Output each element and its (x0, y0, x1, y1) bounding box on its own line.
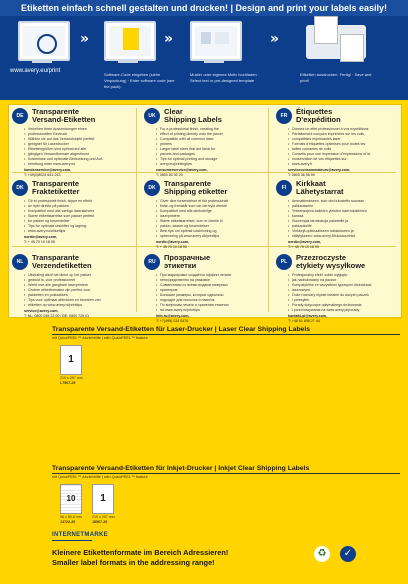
feature-item: • Werkt met alle gangbare laserprinters (24, 283, 136, 288)
feature-item: • Kompatibel med alle almindelige (156, 209, 268, 214)
feature-item: • pakkauksille (288, 224, 400, 229)
feature-item: • printers (156, 142, 268, 147)
block-title-line: Прозрачные (164, 253, 211, 262)
contact-email: service@avery.com, (24, 309, 59, 313)
feature-item: • effect of printing directly onto the parcel (156, 132, 268, 137)
country-badge: FI (276, 180, 292, 196)
paper-icon (314, 16, 338, 44)
block-title-line: Verzendetiketten (32, 261, 92, 270)
feature-item: • Большие размеры, которые идеально (156, 293, 268, 298)
block-title (296, 108, 400, 124)
feature-item: • gedrukt is, voor professioneel (24, 278, 136, 283)
feature-item: • Etikettengrößen sind optimal auf alle (24, 147, 136, 152)
block-title-line: Lähetystarrat (296, 187, 344, 196)
feature-list (156, 127, 268, 167)
feature-item: • parcels and packages (156, 152, 268, 157)
divider (52, 334, 400, 335)
feature-list (156, 199, 268, 239)
feature-item: • pakketten en postzakken (24, 293, 136, 298)
laser-product-title: Transparente Versand-Etiketten für Laser-Drucker | Laser Clear Shipping Labels (52, 326, 311, 333)
feature-item: • Duże rozmiary etykiet idealne do dużych paczek (288, 293, 400, 298)
feature-item: • на www.avery.ru/printtips (156, 308, 268, 313)
laser-code: L7567-25 (60, 381, 76, 385)
feature-item: • tailles courantes de colis (288, 147, 400, 152)
monitor-step-2 (104, 21, 156, 61)
feature-item: • kanssa (288, 214, 400, 219)
block-title-line: Fraktetiketter (32, 187, 80, 196)
paper-icon (340, 34, 364, 62)
block-title (32, 108, 136, 124)
inkjet-code: J8567-25 (92, 520, 108, 524)
feature-list (288, 199, 400, 239)
feature-item: • i przechowywania na www.avery.pl/porady (288, 308, 400, 313)
country-badge: DE (12, 108, 28, 124)
monitor-stand (204, 60, 224, 63)
contact-phone: T: + 45 70 10 18 90 (156, 245, 187, 249)
block-title (164, 254, 268, 270)
feature-item: • Formats d'étiquettes optimisés pour toutes les (288, 142, 400, 147)
contact-email: kundenservice@avery.com, (24, 168, 72, 172)
block-title (32, 254, 136, 270)
feature-list (24, 273, 136, 308)
block-title (164, 180, 268, 196)
arrow-icon: » (80, 31, 90, 47)
country-badge: UK (144, 108, 160, 124)
laser-label-count: 1 (68, 354, 74, 365)
internetmarke-logo: INTERNETMARKE (52, 532, 108, 538)
feature-item: • gängigen Versandformate abgestimmt (24, 152, 136, 157)
feature-item: • Kompatibel med alle vanlige laserskrivere (24, 209, 136, 214)
step-2-caption: Software-Code eingeben (siehe Verpackung) · Enter software code (see the pack). (104, 72, 175, 89)
step-url: www.avery.eu/print (10, 68, 61, 74)
feature-item: • i przesyłek (288, 298, 400, 303)
feature-item: • Grotere etiketformaten zijn perfect voor (24, 288, 136, 293)
feature-item: • Yhteensopiva kaikkien yleisten lasertulostimien (288, 209, 400, 214)
feature-item: • По вопросам печати и хранения этикеток (156, 303, 268, 308)
country-badge: RU (144, 254, 160, 270)
block-title-line: Versand-Etiketten (32, 115, 96, 124)
inkjet-product-title: Transparente Versand-Etiketten für Inkjet-Drucker | Inkjet Clear Shipping Labels (52, 465, 310, 472)
step-3-caption: Muster oder eigenes Motiv hochladen · Select text or pre-designed template (190, 72, 260, 83)
step-4-caption: Etiketten ausdrucken. Fertig! · Save and print! (300, 72, 372, 83)
feature-item: • jak nadrukowany na paczce (288, 278, 400, 283)
feature-list (288, 127, 400, 167)
block-title (296, 180, 400, 196)
feature-item: • Vinkkejä optimaaliseen tulostukseen ja (288, 229, 400, 234)
feature-item: • Kompatybilne ze wszystkimi typowymi drukarkami (288, 283, 400, 288)
recycle-icon: ♻ (314, 546, 330, 562)
divider (52, 473, 400, 474)
feature-item: • Suurempia tarrakokoja paketeille ja (288, 219, 400, 224)
feature-item: • Større etikettstørrelse som passer perfekt (24, 214, 136, 219)
feature-item: • Større etiketstørrelser, som er ideelle til (156, 219, 268, 224)
block-title-line: Kirkkaat (296, 179, 326, 188)
divider (268, 108, 269, 312)
contact-email: consumerservice@avery.com, (156, 168, 208, 172)
contact-email: nordic@avery.com, (156, 240, 189, 244)
feature-item: • Совместимы со всеми видами лазерных (156, 283, 268, 288)
banner-title: Etiketten einfach schnell gestalten und drucken! | Design and print your labels easily! (0, 0, 408, 16)
block-title-line: etykiety wysyłkowe (296, 261, 366, 270)
inkjet-product-subtitle: mit QuickPEEL™ Abziehhilfe | with QuickPEEL™ feature (52, 475, 148, 479)
feature-item: • professionellen Eindruck (24, 132, 136, 137)
feature-item: • принтеров (156, 288, 268, 293)
block-title-line: Transparente (32, 179, 80, 188)
feature-item: • opbevaring på www.avery.dk/printtips (156, 234, 268, 239)
inkjet-size: 96 x 50,8 mm (60, 515, 82, 519)
country-badge: DK (144, 180, 160, 196)
feature-item: • подходят для посылок и пакетов (156, 298, 268, 303)
contact-email: nordic@avery.com, (288, 240, 321, 244)
inkjet-code: J4722-25 (60, 520, 76, 524)
feature-item: • pakker, kasser og forsendelser (156, 224, 268, 229)
contact-phone: T: NL: 0800 055 23 00 / BE: 0800 725 01 (24, 314, 90, 318)
contact-email: nordic@avery.com, (24, 235, 57, 239)
footer-line-de: Kleinere Etikettenformate im Bereich Adressieren! (52, 548, 229, 557)
divider (136, 108, 137, 312)
feature-item: • conservation de vos étiquettes sur : (288, 157, 400, 162)
block-title (164, 108, 268, 124)
feature-item: • compatibles imprimantes laser (288, 137, 400, 142)
inkjet-label-count: 10 (66, 494, 76, 503)
feature-list (156, 273, 268, 313)
arrow-icon: » (164, 31, 174, 47)
laser-product-subtitle: mit QuickPEEL™ Abziehhilfe | with QuickPEEL™ feature (52, 336, 148, 340)
block-title-line: Étiquettes (296, 107, 333, 116)
feature-item: • bereitung unter www.avery.eu (24, 162, 136, 167)
block-title-line: Przezroczyste (296, 253, 347, 262)
country-badge: FR (276, 108, 292, 124)
monitor-step-3 (190, 21, 242, 61)
contact-email: info-ru@avery.com, (156, 314, 190, 318)
feature-item: • Conseils pour une impression d'expressions et la (288, 152, 400, 157)
contact-phone: T: + 45 70 10 18 90 (24, 240, 55, 244)
contact-phone: T: + 45 70 10 18 90 (288, 245, 319, 249)
feature-item: • Tips for optimale utskrifter og lagring: (24, 224, 136, 229)
footer-line-en: Smaller label formats in the addressing range! (52, 558, 215, 567)
feature-item: • säilytykseen: www.avery.fi/tulostusvinkit (288, 234, 400, 239)
eco-icon: ✓ (340, 546, 356, 562)
feature-item: • Kostenlose und optionale Bedruckung und Auf- (24, 157, 136, 162)
feature-item: • Wählen sie auf das Versandobjekt perfekt (24, 137, 136, 142)
feature-item: • Larger label sizes that are ideal for (156, 147, 268, 152)
feature-item: • pakkaukseen (288, 204, 400, 209)
logo-underline (52, 540, 92, 541)
feature-item: • finish og fremstår som var det trykt direkte (156, 204, 268, 209)
block-title-line: Transparante (32, 253, 80, 262)
monitor-stand (118, 60, 138, 63)
feature-list (24, 127, 136, 167)
block-title-line: Transparente (32, 107, 80, 116)
feature-item: • for pakker og forsendelser (24, 219, 136, 224)
contact-phone: T: +7(495) 234 0476 (156, 319, 189, 323)
block-title-line: Shipping etiketter (164, 187, 228, 196)
block-title (296, 254, 400, 270)
feature-item: • laserprintere (156, 214, 268, 219)
feature-item: • Ammattimaiseen, kuin olisi tulostettu suoraan (288, 199, 400, 204)
block-title (32, 180, 136, 196)
feature-item: • av trykt direkte på pakken (24, 204, 136, 209)
avery-logo-icon (37, 34, 57, 54)
monitor-stand (32, 60, 52, 63)
block-title-line: Shipping Labels (164, 115, 222, 124)
laser-size: 210 x 297 mm (60, 376, 83, 380)
contact-phone: T: 0800 80 50 20 (156, 173, 183, 177)
inkjet-size: 210 x 297 mm (92, 515, 115, 519)
arrow-icon: » (270, 31, 280, 47)
contact-phone: T: +48 61 808 27 44 (288, 319, 320, 323)
feature-item: • Giver dine forsendelser et flot professionelt (156, 199, 268, 204)
feature-item: • geeignet für Laserdrucker (24, 142, 136, 147)
block-title-line: Clear (164, 107, 183, 116)
feature-item: • www.avery.fr (288, 162, 400, 167)
country-badge: NL (12, 254, 28, 270)
inkjet-label-count: 1 (100, 493, 106, 504)
feature-item: • непосредственно на упаковке (156, 278, 268, 283)
monitor-step-1 (18, 21, 70, 61)
feature-item: • avery.eu/printingtips (156, 162, 268, 167)
block-title-line: этикетки (164, 261, 197, 270)
feature-item: • Tips for optimal printing and storage (156, 157, 268, 162)
feature-item: • Parfaitement conçues imprimées sur les colis, (288, 132, 400, 137)
feature-item: • При маркировке создаётся эффект печати (156, 273, 268, 278)
feature-item: • Verleihen Ihren Aussendungen einen (24, 127, 136, 132)
feature-item: • Tips voor optimaal afdrukken en bewaren van (24, 298, 136, 303)
label-pack-icon (123, 28, 139, 50)
feature-item: • Porady dotyczące optymalnego drukowania (288, 303, 400, 308)
feature-item: • laserowymi (288, 288, 400, 293)
block-title-line: D'expédition (296, 115, 341, 124)
feature-item: • For a professional finish, creating the (156, 127, 268, 132)
block-title-line: Transparente (164, 179, 212, 188)
contact-email: serviceconsommateurs@avery.com, (288, 168, 351, 172)
feature-item: • Donnez un effet professionnel à vos expéditions (288, 127, 400, 132)
country-badge: PL (276, 254, 292, 270)
feature-item: • Profesjonalny efekt, sobie wyglądu (288, 273, 400, 278)
contact-email: kontakt-pl@avery.com, (288, 314, 328, 318)
feature-item: • Uitstraling alsof het direct op het pakket (24, 273, 136, 278)
country-badge: DK (12, 180, 28, 196)
feature-item: • Gir et profesjonelt finish, slippe en effekt (24, 199, 136, 204)
feature-item: • Best tips om optimal udskrivning og (156, 229, 268, 234)
feature-item: • www.avery.no/etikettips (24, 229, 136, 234)
contact-phone: T: +49(0)8024 641-243 (24, 173, 61, 177)
contact-phone: T: 0800 36 58 59 (288, 173, 315, 177)
feature-list (24, 199, 136, 234)
feature-item: • Compatible with all common laser (156, 137, 268, 142)
feature-item: • etiketten op www.avery.nl/printtips (24, 303, 136, 308)
feature-list (288, 273, 400, 313)
